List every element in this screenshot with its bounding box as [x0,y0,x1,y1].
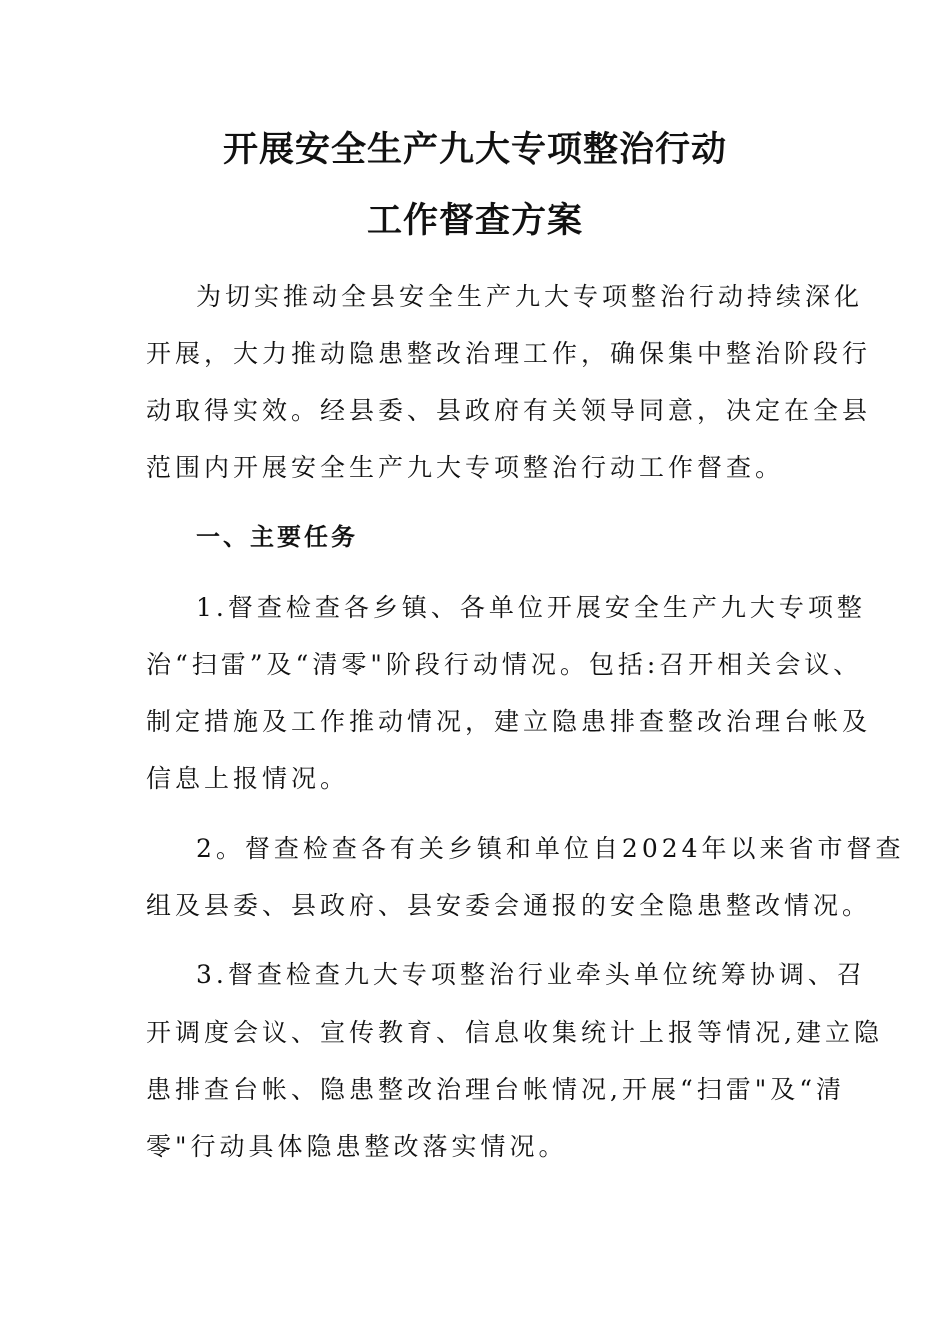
item1-line-3: 制定措施及工作推动情况，建立隐患排查整改治理台帐及 [146,707,872,736]
intro-line-4: 范围内开展安全生产九大专项整治行动工作督查。 [146,453,785,482]
document-title-line1: 开展安全生产九大专项整治行动 [222,129,727,170]
intro-line-2: 开展，大力推动隐患整改治理工作，确保集中整治阶段行 [146,339,872,368]
item1-line-4: 信息上报情况。 [146,764,350,793]
section-heading-main-tasks: 一、主要任务 [196,523,358,551]
intro-line-3: 动取得实效。经县委、县政府有关领导同意，决定在全县 [146,396,872,425]
item3-line-2: 开调度会议、宣传教育、信息收集统计上报等情况,建立隐 [146,1018,883,1047]
item2-line-1: 2。督查检查各有关乡镇和单位自2024年以来省市督查 [196,834,905,863]
intro-line-1: 为切实推动全县安全生产九大专项整治行动持续深化 [196,282,864,311]
item3-line-1: 3.督查检查九大专项整治行业牵头单位统筹协调、召 [196,960,866,989]
item3-line-3: 患排查台帐、隐患整改治理台帐情况,开展“扫雷"及“清 [146,1075,846,1104]
document-title-line2: 工作督查方案 [366,200,583,241]
item3-line-4: 零"行动具体隐患整改落实情况。 [146,1132,568,1161]
item2-line-2: 组及县委、县政府、县安委会通报的安全隐患整改情况。 [146,891,872,920]
item1-line-1: 1.督查检查各乡镇、各单位开展安全生产九大专项整 [196,593,866,622]
item1-line-2: 治“扫雷”及“清零"阶段行动情况。包括:召开相关会议、 [146,650,863,679]
